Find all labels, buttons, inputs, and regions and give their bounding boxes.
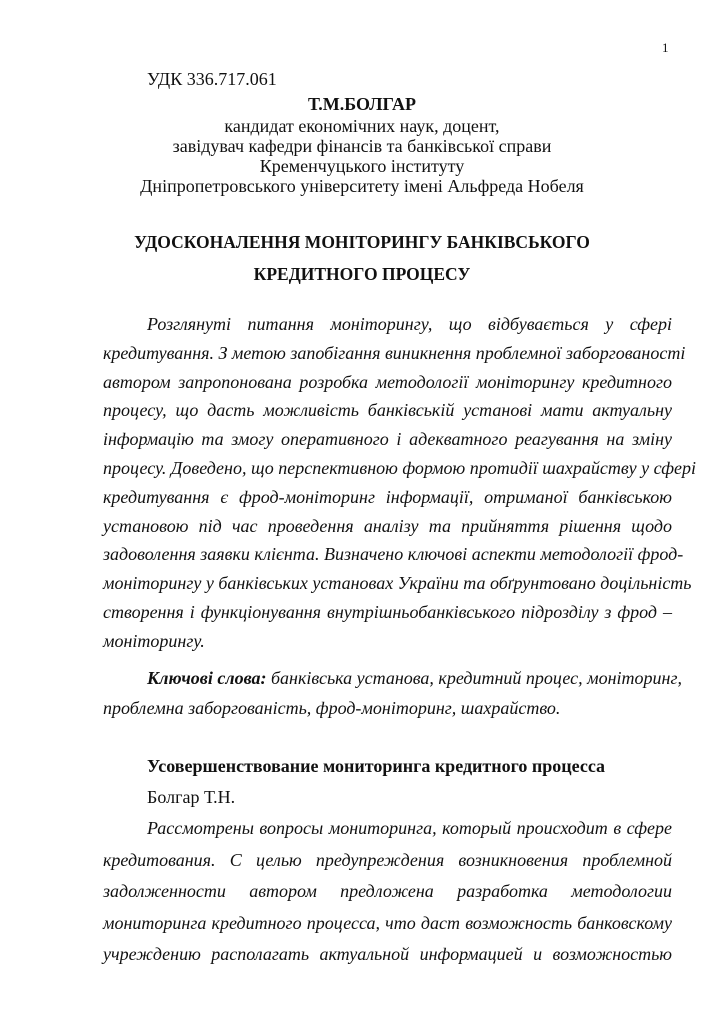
abstract-line: кредитования. С целью предупреждения возникновения проблемной — [103, 849, 672, 870]
keywords-line: проблемна заборгованість, фрод-моніторинг, шахрайство. — [103, 698, 561, 718]
abstract-ukrainian — [103, 310, 696, 656]
abstract-line: задолженности автором предложена разработка методологии — [103, 881, 672, 901]
affiliation-line: завідувач кафедри фінансів та банківської справи — [172, 136, 552, 156]
abstract-line: кредитування є фрод-моніторинг інформації, отриманої банківською — [103, 486, 672, 507]
abstract-line: моніторингу у банківських установах України та обґрунтовано доцільність — [103, 573, 692, 594]
russian-author: Болгар Т.Н. — [147, 787, 236, 807]
abstract-line: учреждению располагать актуальной информацией и возможностью — [103, 944, 672, 964]
page-number: 1 — [662, 40, 669, 55]
russian-title: Усовершенствование мониторинга кредитного процесса — [147, 756, 606, 776]
affiliation-line: кандидат економічних наук, доцент, — [224, 116, 500, 136]
title-line: УДОСКОНАЛЕННЯ МОНІТОРИНГУ БАНКІВСЬКОГО — [134, 232, 590, 252]
abstract-line: автором запропонована розробка методології моніторингу кредитного — [103, 371, 672, 392]
affiliation-line: Дніпропетровського університету імені Альфреда Нобеля — [140, 176, 584, 196]
abstract-line: установою під час проведення аналізу та прийняття рішення щодо — [103, 515, 672, 536]
author-name: Т.М.БОЛГАР — [308, 94, 416, 114]
abstract-line: моніторингу. — [103, 630, 205, 651]
abstract-line: процесу, що дасть можливість банківській установі мати актуальну — [103, 400, 672, 421]
russian-header — [103, 750, 672, 813]
keywords-line — [103, 663, 682, 693]
abstract-line: кредитування. З метою запобігання виникнення проблемної заборгованості — [103, 342, 686, 363]
abstract-line: інформацію та змогу оперативного і адекватного реагування на зміну — [103, 429, 672, 450]
abstract-line: мониторинга кредитного процесса, что даст возможность банковскому — [103, 912, 672, 933]
abstract-line: Рассмотрены вопросы мониторинга, который происходит в сфере — [147, 818, 672, 838]
udk-code: УДК 336.717.061 — [147, 69, 277, 89]
keywords-label: Ключові слова: — [147, 668, 267, 688]
keywords-text: банківська установа, кредитний процес, моніторинг, — [266, 668, 682, 688]
article-title — [0, 226, 724, 290]
affiliation-line: Кременчуцького інституту — [259, 156, 465, 176]
abstract-line: процесу. Доведено, що перспективною формою протидії шахрайству у сфері — [103, 457, 696, 478]
author-affiliation — [0, 116, 724, 196]
abstract-line: Розглянуті питання моніторингу, що відбувається у сфері — [147, 314, 672, 334]
keywords — [103, 663, 682, 723]
abstract-line: створення і функціонування внутрішньобанківського підрозділу з фрод – — [103, 601, 672, 622]
abstract-russian — [103, 813, 672, 971]
title-line: КРЕДИТНОГО ПРОЦЕСУ — [253, 264, 471, 284]
abstract-line: задоволення заявки клієнта. Визначено ключові аспекти методології фрод- — [103, 544, 684, 565]
